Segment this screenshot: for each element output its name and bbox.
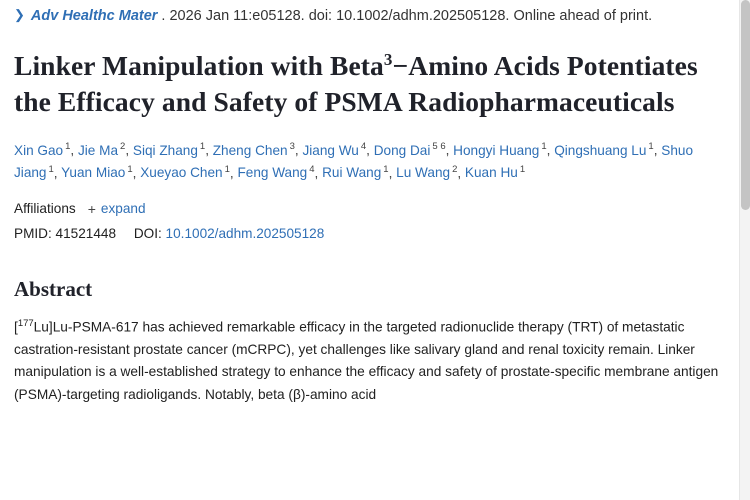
author-item[interactable] [213,143,295,158]
citation-line [14,0,736,26]
author-item[interactable] [396,165,457,180]
author-separator: , [70,142,78,158]
author-affil-ref: 1 [541,141,547,153]
author-name[interactable]: Dong Dai [373,142,431,158]
author-affil-ref: 1 [65,141,71,153]
title-superscript: 3 [383,49,393,69]
expand-affiliations-button[interactable] [88,201,146,216]
chevron-right-icon[interactable]: ❯ [14,7,25,22]
expand-label: expand [100,201,146,217]
plus-icon: + [87,200,96,217]
author-list [14,139,736,184]
author-separator: , [229,165,238,181]
pmid-label: PMID: [14,226,52,242]
author-name[interactable]: Zheng Chen [212,142,288,158]
author-name[interactable]: Shuo Jiang [14,142,694,181]
author-item[interactable] [133,143,205,158]
abstract-paragraph: Lu]Lu-PSMA-617 has achieved remarkable efficacy in the targeted radionuclide therapy (TRT) of metastatic castration-resistant prostate cancer (mCRPC), yet challenges like salivary gland and renal toxicity remain. Linker manipulation is a well-established strategy to enhance the efficacy and safety of prostate-specific membrane antigen (PSMA)-targeting radioligands. Notably, beta (β)-amino acid [14,320,719,402]
journal-name[interactable]: Adv Healthc Mater [30,8,158,24]
author-separator: , [53,165,62,181]
citation-details: . 2026 Jan 11:e05128. doi: 10.1002/adhm.202505128. Online ahead of print. [161,8,653,24]
author-item[interactable] [554,143,654,158]
author-affil-ref: 1 [383,163,389,175]
author-affil-ref: 1 [519,163,526,175]
author-item[interactable] [465,165,525,180]
title-part-2: −Amino Acids Potentiates the Efficacy and Safety of PSMA Radiopharmaceuticals [14,49,698,117]
affiliations-label: Affiliations [14,201,76,217]
abstract-text [14,316,736,405]
author-separator: , [546,142,555,158]
author-separator: , [445,142,454,158]
author-item[interactable] [453,143,546,158]
affiliations-row [14,201,736,216]
abstract-heading: Abstract [14,277,93,302]
author-affil-ref: 2 [452,163,458,175]
author-affil-ref: 1 [48,163,54,175]
scrollbar-track[interactable] [739,0,750,500]
author-separator: , [132,165,141,181]
author-item[interactable] [374,143,446,158]
pmid-value: 41521448 [55,226,117,242]
author-affil-ref: 4 [309,163,315,175]
author-name[interactable]: Xin Gao [14,142,64,158]
page-title [14,48,736,120]
author-item[interactable] [322,165,388,180]
author-name[interactable]: Hongyi Huang [453,142,540,158]
author-separator: , [125,142,133,158]
author-affil-ref: 4 [360,141,367,153]
scrollbar-thumb[interactable] [741,0,750,210]
author-separator: , [388,165,397,181]
doi-label: DOI: [133,226,162,242]
author-item[interactable] [78,143,125,158]
author-item[interactable] [302,143,366,158]
author-separator: , [366,142,374,158]
author-name[interactable]: Jiang Wu [302,142,359,158]
author-affil-ref: 1 [224,163,230,175]
author-affil-ref: 1 [199,141,206,153]
author-affil-ref: 5 6 [432,141,446,153]
author-name[interactable]: Xueyao Chen [140,165,223,181]
isotope-superscript: 177 [17,318,34,330]
author-name[interactable]: Qingshuang Lu [554,142,647,158]
abstract-bracket: [ [14,320,18,335]
identifiers-row [14,226,736,241]
author-affil-ref: 3 [289,141,295,153]
author-separator: , [294,142,303,158]
author-separator: , [653,142,662,158]
doi-link[interactable]: 10.1002/adhm.202505128 [165,226,325,242]
author-item[interactable] [61,165,133,180]
author-item[interactable] [237,165,314,180]
author-item[interactable] [140,165,230,180]
title-part-1: Linker Manipulation with Beta [14,49,384,81]
author-name[interactable]: Kuan Hu [464,165,518,181]
author-name[interactable]: Lu Wang [396,165,451,181]
author-affil-ref: 2 [120,141,126,153]
author-affil-ref: 1 [648,141,654,153]
author-affil-ref: 1 [127,163,133,175]
author-separator: , [314,165,323,181]
author-name[interactable]: Siqi Zhang [132,142,198,158]
author-separator: , [205,142,213,158]
author-name[interactable]: Jie Ma [77,142,119,158]
author-name[interactable]: Yuan Miao [61,165,126,181]
author-name[interactable]: Feng Wang [237,165,308,181]
author-separator: , [457,165,465,181]
author-item[interactable] [14,143,70,158]
author-name[interactable]: Rui Wang [322,165,382,181]
